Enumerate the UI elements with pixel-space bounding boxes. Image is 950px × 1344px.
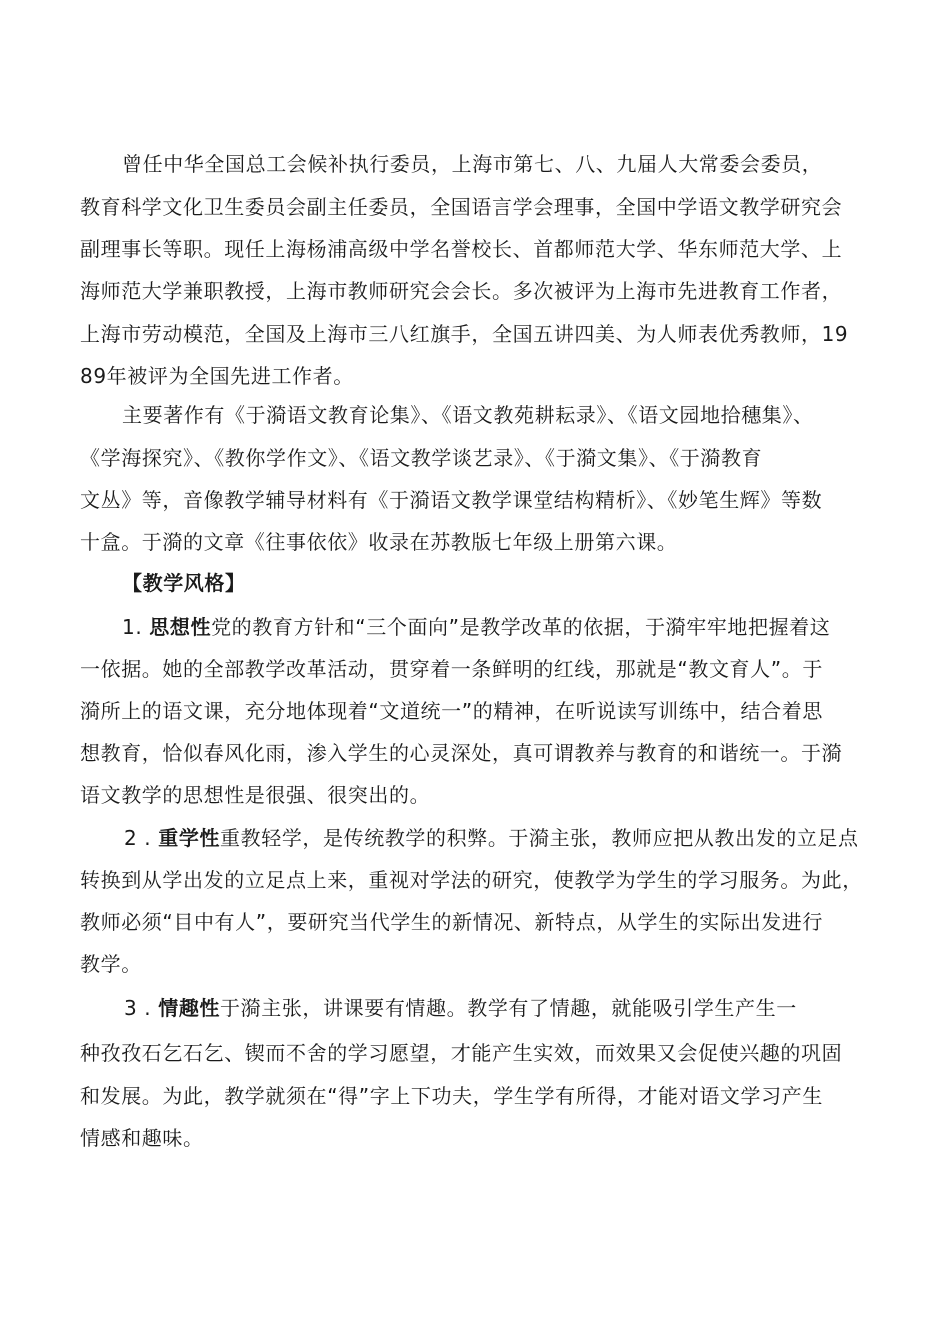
paragraph-1-line-3: 副理事长等职。现任上海杨浦高级中学名誉校长、首都师范大学、华东师范大学、上 xyxy=(80,237,843,261)
item-1-text: 党的教育方针和“三个面向”是教学改革的依据，于漪牢牢地把握着这 xyxy=(211,615,831,639)
item-2-number: 2 . xyxy=(124,826,152,850)
item-3-line-4: 情感和趣味。 xyxy=(80,1126,204,1150)
item-3-line-2: 种孜孜石乞石乞、锲而不舍的学习愿望，才能产生实效，而效果又会促使兴趣的巩固 xyxy=(80,1041,843,1065)
item-3-first-line xyxy=(124,995,797,1021)
paragraph-1-line-5: 上海市劳动模范，全国及上海市三八红旗手，全国五讲四美、为人师表优秀教师，19 xyxy=(80,322,849,346)
item-1-line-5: 语文教学的思想性是很强、很突出的。 xyxy=(80,783,431,807)
item-1-first-line xyxy=(122,614,830,640)
item-2-line-4: 教学。 xyxy=(80,952,142,976)
item-1-number: 1. xyxy=(122,615,143,639)
paragraph-2-line-1: 主要著作有《于漪语文教育论集》、《语文教苑耕耘录》、《语文园地拾穗集》、 xyxy=(122,403,814,427)
paragraph-2-line-2: 《学海探究》、《教你学作文》、《语文教学谈艺录》、《于漪文集》、《于漪教育 xyxy=(80,446,763,470)
item-3-number: 3 . xyxy=(124,996,152,1020)
paragraph-1-line-6: 89年被评为全国先进工作者。 xyxy=(80,364,354,388)
section-heading: 【教学风格】 xyxy=(122,571,246,595)
item-1-line-2: 一依据。她的全部教学改革活动，贯穿着一条鲜明的红线，那就是“教文育人”。于 xyxy=(80,657,823,681)
item-3-text: 于漪主张，讲课要有情趣。教学有了情趣，就能吸引学生产生一 xyxy=(220,996,797,1020)
paragraph-1-line-4: 海师范大学兼职教授，上海市教师研究会会长。多次被评为上海市先进教育工作者， xyxy=(80,279,843,303)
paragraph-2-line-4: 十盒。于漪的文章《往事依依》收录在苏教版七年级上册第六课。 xyxy=(80,530,678,554)
item-1-line-4: 想教育，恰似春风化雨，渗入学生的心灵深处，真可谓教养与教育的和谐统一。于漪 xyxy=(80,741,843,765)
item-2-line-3: 教师必须“目中有人”，要研究当代学生的新情况、新特点，从学生的实际出发进行 xyxy=(80,910,823,934)
item-2-first-line xyxy=(124,825,859,851)
paragraph-2-line-3: 文丛》等，音像教学辅导材料有《于漪语文教学课堂结构精析》、《妙笔生辉》等数 xyxy=(80,488,823,512)
paragraph-1-line-2: 教育科学文化卫生委员会副主任委员，全国语言学会理事，全国中学语文教学研究会 xyxy=(80,195,843,219)
item-2-heading: 重学性 xyxy=(158,826,221,850)
item-3-heading: 情趣性 xyxy=(158,996,221,1020)
item-2-text: 重教轻学，是传统教学的积弊。于漪主张，教师应把从教出发的立足点 xyxy=(220,826,859,850)
item-1-heading: 思想性 xyxy=(149,615,212,639)
item-1-line-3: 漪所上的语文课，充分地体现着“文道统一”的精神，在听说读写训练中，结合着思 xyxy=(80,699,823,723)
item-3-line-3: 和发展。为此，教学就须在“得”字上下功夫，学生学有所得，才能对语文学习产生 xyxy=(80,1084,823,1108)
item-2-line-2: 转换到从学出发的立足点上来，重视对学法的研究，使教学为学生的学习服务。为此， xyxy=(80,868,863,892)
paragraph-1-line-1: 曾任中华全国总工会候补执行委员，上海市第七、八、九届人大常委会委员， xyxy=(122,152,823,176)
